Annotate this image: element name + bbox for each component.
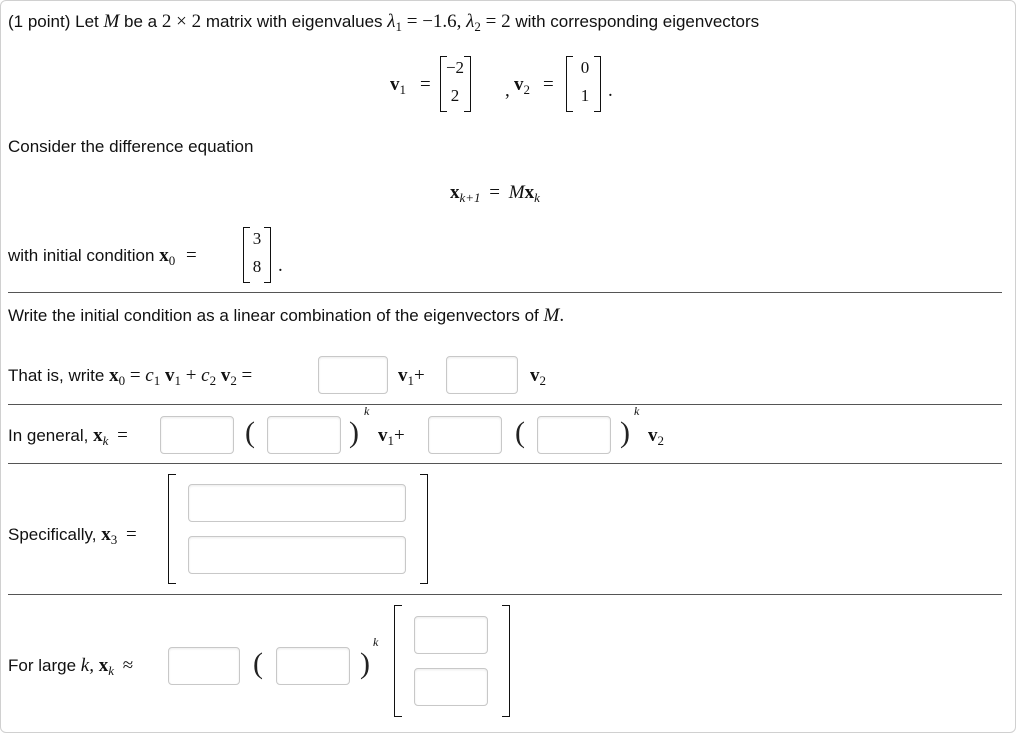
- v1-entry: 2: [450, 86, 460, 105]
- x3-entry2-input[interactable]: [188, 536, 406, 574]
- difference-intro: Consider the difference equation: [8, 137, 254, 156]
- divider: [8, 292, 1002, 293]
- general-base1-input[interactable]: [267, 416, 341, 454]
- c1-input[interactable]: [318, 356, 388, 394]
- large-k-coef-input[interactable]: [168, 647, 240, 685]
- large-k-vec1-input[interactable]: [414, 616, 488, 654]
- x3-entry1-input[interactable]: [188, 484, 406, 522]
- v2-bracket-left: [566, 56, 573, 112]
- v2-label: $v_2$: [514, 74, 530, 97]
- divider: [8, 404, 1002, 405]
- general-coef2-input[interactable]: [428, 416, 502, 454]
- x0-bracket-right: [264, 227, 271, 283]
- v1-label: $v_1$: [390, 74, 406, 97]
- v1-entry: −2: [445, 58, 465, 77]
- question-linear-combination: Write the initial condition as a linear combination of the eigenvectors of M.: [8, 305, 565, 326]
- v2-symbol: $v_2$: [530, 365, 546, 388]
- question-general-xk: In general, $x_k$ =: [8, 425, 128, 448]
- divider: [8, 463, 1002, 464]
- general-coef1-input[interactable]: [160, 416, 234, 454]
- x3-bracket-right: [420, 474, 428, 584]
- divider: [8, 594, 1002, 595]
- question-x3: Specifically, $x_3$ =: [8, 524, 137, 547]
- problem-intro: (1 point) Let M be a 2 × 2 matrix with eigenvalues $\lambda_1 = -1.6$, $\lambda_2 = 2$ with corresponding eigenvectors: [8, 11, 760, 34]
- x0-entry: 8: [252, 257, 262, 276]
- large-k-vec2-input[interactable]: [414, 668, 488, 706]
- x0-entry: 3: [252, 229, 262, 248]
- question-x0-row: That is, write $x_0 = c_1$ $v_1 + c_2$ $v_2$ =: [8, 365, 253, 388]
- c2-input[interactable]: [446, 356, 518, 394]
- v2-entry: 1: [580, 86, 590, 105]
- initial-condition: with initial condition $x_0$ =: [8, 245, 197, 268]
- large-k-bracket-left: [394, 605, 402, 717]
- large-k-bracket-right: [502, 605, 510, 717]
- difference-equation: $x_{k+1} = Mx_k$: [450, 182, 540, 205]
- v1-bracket-right: [464, 56, 471, 112]
- general-base2-input[interactable]: [537, 416, 611, 454]
- v1-symbol: $v_1+$: [378, 425, 405, 448]
- v2-entry: 0: [580, 58, 590, 77]
- large-k-base-input[interactable]: [276, 647, 350, 685]
- x3-bracket-left: [168, 474, 176, 584]
- question-large-k: For large k, $x_k$ ≈: [8, 655, 134, 678]
- v1-symbol: $v_1+$: [398, 365, 425, 388]
- v2-symbol: $v_2$: [648, 425, 664, 448]
- points-label: (1 point): [8, 12, 71, 31]
- v2-bracket-right: [594, 56, 601, 112]
